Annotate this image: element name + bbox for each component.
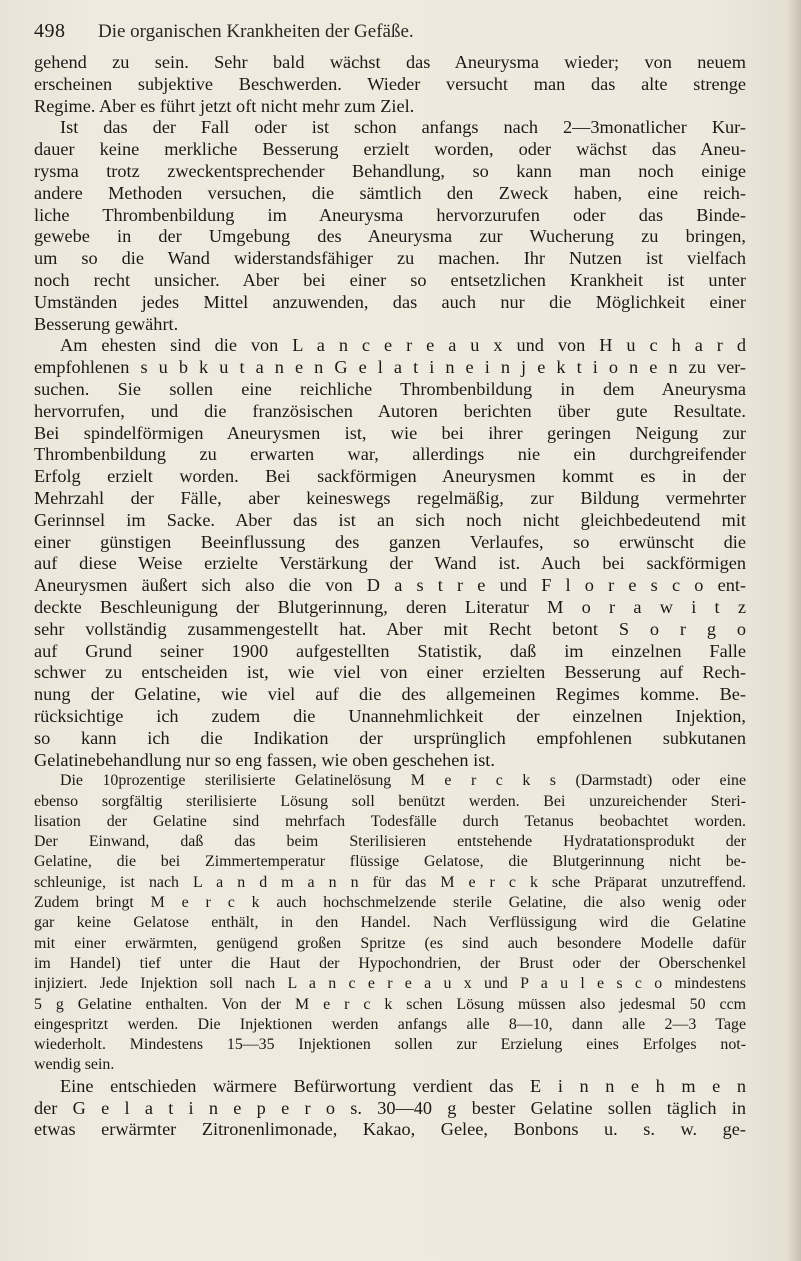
text-line: Gelatinebehandlung nur so eng fassen, wie oben geschehen ist. — [34, 749, 495, 770]
text-line: andere Methoden versuchen, die sämtlich den Zweck haben, eine reich- — [34, 182, 746, 203]
text-line: mit einer erwärmten, genügend großen Spritze (es sind auch besondere Modelle dafür — [34, 934, 746, 952]
text-line: liche Thrombenbildung im Aneurysma hervorzurufen oder das Binde- — [34, 204, 746, 225]
text-line: noch recht unsicher. Aber bei einer so entsetzlichen Krankheit ist unter — [34, 269, 746, 290]
closing-paragraph — [34, 1076, 746, 1141]
text-line: Ist das der Fall oder ist schon anfangs nach 2—3monatlicher Kur- — [60, 117, 746, 138]
text-line: der G e l a t i n e p e r o s. 30—40 g bester Gelatine sollen täglich in — [34, 1097, 746, 1118]
running-title: Die organischen Krankheiten der Gefäße. — [98, 21, 414, 42]
text-line: um so die Wand widerstandsfähiger zu machen. Ihr Nutzen ist vielfach — [34, 248, 746, 269]
text-line: suchen. Sie sollen eine reichliche Thrombenbildung in dem Aneurysma — [34, 378, 746, 399]
text-line: so kann ich die Indikation der ursprünglich empfohlenen subkutanen — [34, 727, 746, 748]
text-line: Besserung gewährt. — [34, 313, 179, 334]
text-line: Am ehesten sind die von L a n c e r e a u x und von H u c h a r d — [60, 335, 746, 356]
text-line: rysma trotz zweckentsprechender Behandlung, so kann man noch einige — [34, 160, 746, 181]
text-line: Erfolg erzielt worden. Bei sackförmigen Aneurysmen kommt es in der — [34, 466, 746, 487]
text-line: hervorrufen, und die französischen Autoren berichten über gute Resultate. — [34, 400, 746, 421]
text-line: Regime. Aber es führt jetzt oft nicht mehr zum Ziel. — [34, 95, 415, 116]
text-line: injiziert. Jede Injektion soll nach L a n c e r e a u x und P a u l e s c o mindestens — [34, 975, 746, 993]
text-line: Zudem bringt M e r c k auch hochschmelzende sterile Gelatine, die also wenig oder — [34, 894, 746, 912]
text-line: gewebe in der Umgebung des Aneurysma zur Wucherung zu bringen, — [34, 226, 746, 247]
text-line: auf Grund seiner 1900 aufgestellten Statistik, daß im einzelnen Falle — [34, 640, 746, 661]
text-line: dauer keine merkliche Besserung erzielt worden, oder wächst das Aneu- — [34, 139, 746, 160]
text-line: 5 g Gelatine enthalten. Von der M e r c k schen Lösung müssen also jedesmal 50 ccm — [34, 995, 746, 1013]
text-line: Der Einwand, daß das beim Sterilisieren entstehende Hydratationsprodukt der — [34, 833, 746, 851]
text-line: etwas erwärmter Zitronenlimonade, Kakao, Gelee, Bonbons u. s. w. ge- — [34, 1119, 746, 1140]
text-line: schwer zu entscheiden ist, wie viel von einer erzielten Besserung auf Rech- — [34, 662, 746, 683]
text-line: Umständen jedes Mittel anzuwenden, das auch nur die Möglichkeit einer — [34, 291, 746, 312]
text-line: schleunige, ist nach L a n d m a n n für das M e r c k sche Präparat unzutreffend. — [34, 873, 746, 891]
text-line: ebenso sorgfältig sterilisierte Lösung soll benützt werden. Bei unzureichender Steri- — [34, 792, 746, 810]
text-line: eingespritzt werden. Die Injektionen werden anfangs alle 8—10, dann alle 2—3 Tage — [34, 1015, 746, 1033]
text-line: Mehrzahl der Fälle, aber keineswegs regelmäßig, zur Bildung vermehrter — [34, 487, 746, 508]
running-head — [34, 20, 754, 46]
page-body — [34, 52, 746, 1141]
text-line: Eine entschieden wärmere Befürwortung verdient das E i n n e h m e n — [60, 1075, 746, 1096]
text-line: Die 10prozentige sterilisierte Gelatinelösung M e r c k s (Darmstadt) oder eine — [60, 772, 746, 790]
text-line: Gerinnsel im Sacke. Aber das ist an sich noch nicht gleichbedeutend mit — [34, 509, 746, 530]
text-line: wendig sein. — [34, 1056, 115, 1074]
main-text — [34, 52, 746, 771]
text-line: lisation der Gelatine sind mehrfach Todesfälle durch Tetanus beobachtet worden. — [34, 812, 746, 830]
text-line: empfohlenen s u b k u t a n e n G e l a t i n e i n j e k t i o n e n zu ver- — [34, 357, 746, 378]
text-line: Thrombenbildung zu erwarten war, allerdings nie ein durchgreifender — [34, 444, 746, 465]
text-line: deckte Beschleunigung der Blutgerinnung, deren Literatur M o r a w i t z — [34, 596, 746, 617]
text-line: Aneurysmen äußert sich also die von D a s t r e und F l o r e s c o ent- — [34, 575, 746, 596]
text-line: gehend zu sein. Sehr bald wächst das Aneurysma wieder; von neuem — [34, 52, 746, 72]
text-line: einer günstigen Beeinflussung des ganzen Verlaufes, so erwünscht die — [34, 531, 746, 552]
text-line: erscheinen subjektive Beschwerden. Wieder versucht man das alte strenge — [34, 73, 746, 94]
text-line: im Handel) tief unter die Haut der Hypochondrien, der Brust oder der Oberschenkel — [34, 954, 746, 972]
text-line: auf diese Weise erzielte Verstärkung der Wand ist. Auch bei sackförmigen — [34, 553, 746, 574]
text-line: sehr vollständig zusammengestellt hat. Aber mit Recht betont S o r g o — [34, 618, 746, 639]
small-print-note — [34, 771, 746, 1075]
text-line: wiederholt. Mindestens 15—35 Injektionen sollen zur Erzielung eines Erfolges not- — [34, 1036, 746, 1054]
text-line: Bei spindelförmigen Aneurysmen ist, wie bei ihrer geringen Neigung zur — [34, 422, 746, 443]
text-line: rücksichtige ich zudem die Unannehmlichkeit der einzelnen Injektion, — [34, 705, 746, 726]
text-line: Gelatine, die bei Zimmertemperatur flüssige Gelatose, die Blutgerinnung nicht be- — [34, 853, 746, 871]
text-line: nung der Gelatine, wie viel auf die des allgemeinen Regimes komme. Be- — [34, 684, 746, 705]
page-number: 498 — [34, 20, 66, 42]
text-line: gar keine Gelatose enthält, in den Handel. Nach Verflüssigung wird die Gelatine — [34, 914, 746, 932]
